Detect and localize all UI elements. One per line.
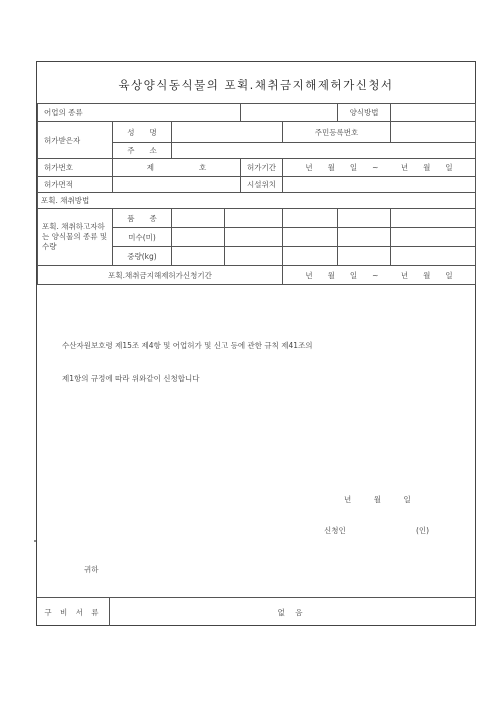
weight-cell-3[interactable] [283,247,338,266]
count-cell-2[interactable] [225,228,283,247]
name-label: 성 명 [113,122,172,143]
weight-cell-1[interactable] [172,247,225,266]
count-label: 미수(미) [113,228,172,247]
species-cell-5[interactable] [391,209,476,228]
margin-dot [34,540,36,542]
required-documents-value: 없 음 [277,607,307,617]
weight-cell-5[interactable] [391,247,476,266]
weight-cell-4[interactable] [338,247,391,266]
culture-method-field[interactable] [391,104,476,122]
species-cell-3[interactable] [283,209,338,228]
permit-area-field[interactable] [113,177,241,193]
resident-number-label: 주민등록번호 [283,122,391,143]
release-period-label: 포획.채취금지해제허가신청기간 [38,266,283,285]
permit-number-field[interactable]: 제 호 [113,159,241,177]
fishery-type-label: 어업의 종류 [38,104,241,122]
facility-location-label: 시설위치 [241,177,283,193]
species-label: 품 종 [113,209,172,228]
permit-area-label: 허가면적 [38,177,113,193]
count-cell-1[interactable] [172,228,225,247]
permit-number-label: 허가번호 [38,159,113,177]
culture-method-label: 양식방법 [338,104,391,122]
weight-cell-2[interactable] [225,247,283,266]
statement-line-2: 제1항의 규정에 따라 위와같이 신청합니다 [62,374,200,383]
count-cell-5[interactable] [391,228,476,247]
weight-label: 중량(kg) [113,247,172,266]
address-field[interactable] [172,143,476,159]
count-cell-3[interactable] [283,228,338,247]
release-period-field[interactable]: 년 월 일 ~ 년 월 일 [283,266,476,285]
statement-line-1: 수산자원보호령 제15조 제4항 및 어업허가 및 신고 등에 관한 규칙 제41조의 [62,341,313,350]
catch-species-label: 포획. 채취하고자하는 양식물의 종류 및 수량 [38,209,113,266]
fishery-type-field[interactable] [241,104,338,122]
species-cell-1[interactable] [172,209,225,228]
permit-period-field[interactable]: 년 월 일 ~ 년 월 일 [283,159,476,177]
facility-location-field[interactable] [283,177,476,193]
resident-number-field[interactable] [391,122,476,143]
species-cell-2[interactable] [225,209,283,228]
permit-period-label: 허가기간 [241,159,283,177]
required-documents-label: 구 비 서 류 [37,598,110,626]
catch-method-label: 포획. 채취방법 [38,193,476,209]
form-title: 육상양식동식물의 포획.채취금지해제허가신청서 [118,78,394,92]
applicant-label: 신청인 [324,526,346,535]
address-label: 주 소 [113,143,172,159]
application-statement [37,314,475,597]
permit-holder-label: 허가받은자 [38,122,113,159]
form-table [37,103,476,285]
name-field[interactable] [172,122,283,143]
seal-mark: (인) [416,526,430,535]
application-date[interactable]: 년 월 일 [344,495,411,504]
recipient-label: 귀하 [84,565,99,574]
application-form [36,61,476,626]
species-cell-4[interactable] [338,209,391,228]
required-documents-row [37,597,475,626]
count-cell-4[interactable] [338,228,391,247]
